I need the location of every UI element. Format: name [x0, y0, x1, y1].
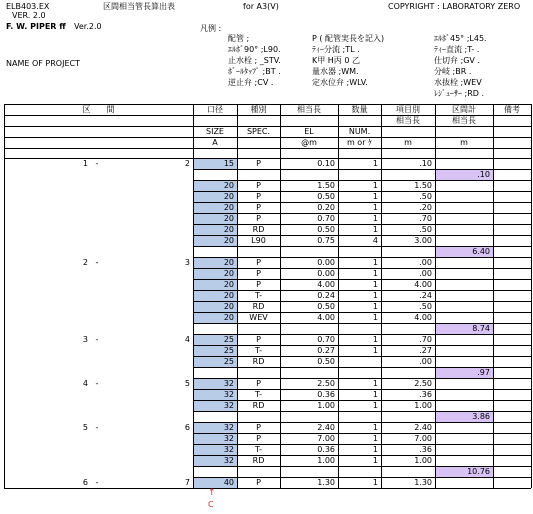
size-cell: 32 — [194, 445, 237, 455]
size-cell — [194, 368, 234, 378]
section-total-cell — [436, 379, 493, 389]
target-paper: for A3(V) — [243, 2, 279, 11]
el-cell: 0.70 — [317, 214, 335, 223]
item-length-cell: .20 — [419, 203, 432, 212]
section-total-cell: .10 — [436, 170, 493, 180]
legend-title: 凡例 : — [200, 24, 222, 33]
column-header: 口径 — [207, 105, 223, 114]
legend-entry: K甲 H丙 0 乙 — [312, 56, 360, 65]
el-cell: 1.50 — [317, 181, 335, 190]
section-to: 7 — [184, 478, 190, 487]
legend-entry: ﾃｨｰ直流 ;T- . — [434, 45, 480, 54]
column-header: m — [460, 138, 468, 147]
legend-entry: ﾚｼﾞｭｰｻｰ ;RD . — [434, 89, 485, 98]
num-cell — [339, 170, 378, 180]
section-from: 2 — [82, 258, 88, 267]
size-cell: 20 — [194, 302, 237, 312]
project-label: NAME OF PROJECT — [6, 59, 80, 68]
spec-cell: P — [256, 214, 261, 223]
item-length-cell — [382, 170, 432, 180]
item-length-cell — [382, 412, 432, 422]
item-length-cell: .36 — [419, 390, 432, 399]
num-cell: 1 — [372, 335, 378, 344]
section-total-cell — [436, 159, 493, 169]
num-cell — [339, 412, 378, 422]
item-length-cell: 4.00 — [414, 280, 432, 289]
legend-entry: 水抜栓 ;WEV — [434, 78, 482, 87]
section-total-cell — [436, 390, 493, 400]
item-length-cell: 1.00 — [414, 401, 432, 410]
size-cell: 20 — [194, 280, 237, 290]
num-cell — [339, 368, 378, 378]
section-from: 6 — [82, 478, 88, 487]
spec-cell: T- — [254, 346, 263, 355]
section-total-cell — [436, 445, 493, 455]
section-total-cell — [436, 423, 493, 433]
item-length-cell: 1.00 — [414, 456, 432, 465]
spec-cell: P — [256, 478, 261, 487]
spec-cell — [238, 170, 279, 180]
legend-entry: 仕切弁 ;GV . — [434, 56, 480, 65]
num-cell: 1 — [372, 302, 378, 311]
spec-cell — [238, 368, 279, 378]
item-length-cell: .00 — [419, 269, 432, 278]
section-total-cell — [436, 401, 493, 411]
section-total-cell: 3.86 — [436, 412, 493, 422]
num-cell: 1 — [372, 445, 378, 454]
spec-cell: P — [256, 335, 261, 344]
section-total-cell: 8.74 — [436, 324, 493, 334]
spec-cell: P — [256, 280, 261, 289]
column-header: 数量 — [351, 105, 368, 114]
num-cell — [339, 357, 378, 367]
section-total-cell — [436, 302, 493, 312]
section-dash: - — [95, 423, 99, 432]
column-header: m or ｹ — [346, 138, 373, 147]
file-name: ELB403.EX — [6, 2, 50, 11]
spec-cell: RD — [252, 225, 265, 234]
el-cell: 0.75 — [317, 236, 335, 245]
el-cell — [281, 467, 335, 477]
el-cell: 0.00 — [317, 269, 335, 278]
item-length-cell: 2.50 — [414, 379, 432, 388]
section-total-cell — [436, 434, 493, 444]
el-cell: 2.40 — [317, 423, 335, 432]
size-cell: 20 — [194, 203, 237, 213]
spec-cell: P — [256, 192, 261, 201]
size-cell: 20 — [194, 225, 237, 235]
size-cell: 32 — [194, 423, 237, 433]
num-cell: 1 — [372, 401, 378, 410]
num-cell: 1 — [372, 346, 378, 355]
el-cell: 1.00 — [317, 456, 335, 465]
spec-cell: RD — [252, 357, 265, 366]
size-cell — [194, 170, 234, 180]
spec-cell: P — [256, 181, 261, 190]
spec-cell — [238, 247, 279, 257]
size-cell: 25 — [194, 335, 237, 345]
item-length-cell — [382, 324, 432, 334]
section-total-cell — [436, 203, 493, 213]
spec-cell: WEV — [249, 313, 268, 322]
el-cell: 0.50 — [317, 302, 335, 311]
num-cell: 1 — [372, 379, 378, 388]
column-header: SIZE — [206, 127, 224, 136]
legend-entry: 量水器 ;WM. — [312, 67, 359, 76]
item-length-cell — [382, 247, 432, 257]
section-from: 3 — [82, 335, 88, 344]
legend-entry: ｴﾙﾎﾞ45° ;L45. — [434, 34, 487, 43]
num-cell: 1 — [372, 313, 378, 322]
cursor-arrow-icon: ↑ — [208, 488, 216, 498]
size-cell: 20 — [194, 236, 237, 246]
num-cell: 1 — [372, 390, 378, 399]
spec-cell: P — [256, 269, 261, 278]
legend-entry: ﾎﾞｰﾙﾀｯﾌﾟ ;BT . — [228, 67, 281, 76]
page-title: 区間相当管長算出表 — [103, 2, 175, 11]
item-length-cell: 4.00 — [414, 313, 432, 322]
size-cell: 20 — [194, 181, 237, 191]
spec-cell: P — [256, 159, 261, 168]
item-length-cell: .50 — [419, 302, 432, 311]
legend-entry: ｴﾙﾎﾞ90° ;L90. — [228, 45, 281, 54]
section-dash: - — [95, 379, 99, 388]
column-header: A — [212, 138, 218, 147]
size-cell: 25 — [194, 346, 237, 356]
column-header: 区間計 — [452, 105, 476, 114]
item-length-cell — [382, 368, 432, 378]
legend-entry: ﾃｨｰ分流 ;TL . — [312, 45, 360, 54]
size-cell: 32 — [194, 434, 237, 444]
spec-cell: RD — [252, 302, 265, 311]
section-total-cell — [436, 346, 493, 356]
section-dash: - — [95, 159, 99, 168]
cursor-column-label: C — [208, 500, 214, 509]
el-cell: 0.20 — [317, 203, 335, 212]
copyright: COPYRIGHT : LABORATORY ZERO — [388, 2, 521, 11]
spec-cell: T- — [254, 291, 263, 300]
el-cell: 2.50 — [317, 379, 335, 388]
num-cell: 1 — [372, 258, 378, 267]
el-cell: 4.00 — [317, 280, 335, 289]
num-cell — [339, 247, 378, 257]
size-cell: 20 — [194, 258, 237, 268]
column-header: @m — [301, 138, 317, 147]
column-header: 区 間 — [82, 105, 115, 114]
section-total-cell — [436, 335, 493, 345]
spec-cell: T- — [254, 390, 263, 399]
size-cell: 20 — [194, 269, 237, 279]
spec-cell: P — [256, 423, 261, 432]
section-to: 2 — [184, 159, 190, 168]
section-total-cell: .97 — [436, 368, 493, 378]
section-to: 3 — [184, 258, 190, 267]
item-length-cell: .10 — [419, 159, 432, 168]
size-cell: 32 — [194, 456, 237, 466]
item-length-cell: .27 — [419, 346, 432, 355]
section-total-cell — [436, 291, 493, 301]
column-header: NUM. — [348, 127, 371, 136]
item-length-cell: .50 — [419, 192, 432, 201]
spec-cell — [238, 467, 279, 477]
spec-cell: RD — [252, 401, 265, 410]
el-cell: 7.00 — [317, 434, 335, 443]
spec-cell — [238, 412, 279, 422]
legend-entry: 定水位弁 ;WLV. — [312, 78, 368, 87]
column-header: m — [404, 138, 412, 147]
item-length-cell: .36 — [419, 445, 432, 454]
el-cell: 1.00 — [317, 401, 335, 410]
size-cell: 40 — [194, 478, 237, 488]
section-total-cell — [436, 214, 493, 224]
size-cell: 20 — [194, 192, 237, 202]
size-cell: 20 — [194, 214, 237, 224]
spec-cell: P — [256, 434, 261, 443]
legend-entry: 止水栓 ; _STV. — [228, 56, 281, 65]
num-cell — [339, 324, 378, 334]
program-name: F. W. PIPER ff — [6, 22, 66, 31]
section-total-cell — [436, 456, 493, 466]
section-dash: - — [95, 478, 99, 487]
legend-entry: 配管 ; — [228, 34, 250, 43]
section-dash: - — [95, 335, 99, 344]
section-total-cell — [436, 478, 493, 488]
item-length-cell: .00 — [419, 258, 432, 267]
section-total-cell — [436, 280, 493, 290]
el-cell: 0.24 — [317, 291, 335, 300]
section-from: 5 — [82, 423, 88, 432]
column-header: EL — [304, 127, 314, 136]
version-line: VER. 2.0 — [12, 11, 46, 20]
spec-cell: RD — [252, 456, 265, 465]
el-cell: 0.27 — [317, 346, 335, 355]
section-total-cell — [436, 357, 493, 367]
section-total-cell — [436, 181, 493, 191]
column-header: 項目別 — [396, 105, 420, 114]
size-cell — [194, 412, 234, 422]
section-from: 4 — [82, 379, 88, 388]
section-total-cell: 6.40 — [436, 247, 493, 257]
column-header: 種別 — [250, 105, 267, 114]
num-cell: 1 — [372, 434, 378, 443]
num-cell: 1 — [372, 269, 378, 278]
item-length-cell: .70 — [419, 214, 432, 223]
legend-entry: 分岐 ;BR . — [434, 67, 472, 76]
item-length-cell: 3.00 — [414, 236, 432, 245]
column-header: SPEC. — [246, 127, 271, 136]
num-cell: 1 — [372, 159, 378, 168]
el-cell: 0.10 — [317, 159, 335, 168]
el-cell: 1.30 — [317, 478, 335, 487]
spec-cell: L90 — [251, 236, 266, 245]
section-total-cell — [436, 313, 493, 323]
num-cell: 1 — [372, 456, 378, 465]
num-cell: 4 — [372, 236, 378, 245]
size-cell: 32 — [194, 390, 237, 400]
el-cell — [281, 368, 335, 378]
column-header: 相当長 — [452, 116, 476, 125]
column-header: 備考 — [504, 105, 520, 114]
el-cell: 4.00 — [317, 313, 335, 322]
section-from: 1 — [82, 159, 88, 168]
item-length-cell: .24 — [419, 291, 432, 300]
el-cell — [281, 170, 335, 180]
section-dash: - — [95, 258, 99, 267]
num-cell: 1 — [372, 181, 378, 190]
num-cell: 1 — [372, 280, 378, 289]
item-length-cell — [382, 467, 432, 477]
el-cell: 0.00 — [317, 258, 335, 267]
spec-cell — [238, 324, 279, 334]
el-cell — [281, 247, 335, 257]
el-cell: 0.36 — [317, 445, 335, 454]
section-total-cell — [436, 258, 493, 268]
num-cell — [339, 467, 378, 477]
num-cell: 1 — [372, 423, 378, 432]
num-cell: 1 — [372, 192, 378, 201]
section-total-cell — [436, 225, 493, 235]
spec-cell: P — [256, 258, 261, 267]
el-cell — [281, 324, 335, 334]
section-total-cell — [436, 192, 493, 202]
section-to: 5 — [184, 379, 190, 388]
section-total-cell: 10.76 — [436, 467, 493, 477]
el-cell: 0.36 — [317, 390, 335, 399]
item-length-cell: 1.50 — [414, 181, 432, 190]
size-cell: 32 — [194, 401, 237, 411]
num-cell: 1 — [372, 291, 378, 300]
section-to: 4 — [184, 335, 190, 344]
item-length-cell: 7.00 — [414, 434, 432, 443]
el-cell: 0.50 — [317, 357, 335, 366]
item-length-cell: 1.30 — [414, 478, 432, 487]
column-header: 相当長 — [396, 116, 420, 125]
num-cell: 1 — [372, 214, 378, 223]
item-length-cell: .70 — [419, 335, 432, 344]
num-cell: 1 — [372, 225, 378, 234]
spec-cell: T- — [254, 445, 263, 454]
size-cell: 15 — [194, 159, 237, 169]
el-cell — [281, 412, 335, 422]
column-header: 相当長 — [297, 105, 321, 114]
size-cell: 32 — [194, 379, 237, 389]
el-cell: 0.70 — [317, 335, 335, 344]
size-cell — [194, 247, 234, 257]
legend-entry: P ( 配管実長を記入) — [312, 34, 385, 43]
size-cell — [194, 324, 234, 334]
section-total-cell — [436, 269, 493, 279]
program-version: Ver.2.0 — [74, 22, 102, 31]
el-cell: 0.50 — [317, 225, 335, 234]
item-length-cell: .50 — [419, 225, 432, 234]
size-cell: 20 — [194, 313, 237, 323]
legend-entry: 逆止弁 ;CV . — [228, 78, 274, 87]
spec-cell: P — [256, 203, 261, 212]
spec-cell: P — [256, 379, 261, 388]
el-cell: 0.50 — [317, 192, 335, 201]
size-cell: 25 — [194, 357, 237, 367]
num-cell: 1 — [372, 478, 378, 487]
size-cell: 20 — [194, 291, 237, 301]
section-to: 6 — [184, 423, 190, 432]
size-cell — [194, 467, 234, 477]
item-length-cell: 2.40 — [414, 423, 432, 432]
num-cell: 1 — [372, 203, 378, 212]
section-total-cell — [436, 236, 493, 246]
item-length-cell: .00 — [419, 357, 432, 366]
